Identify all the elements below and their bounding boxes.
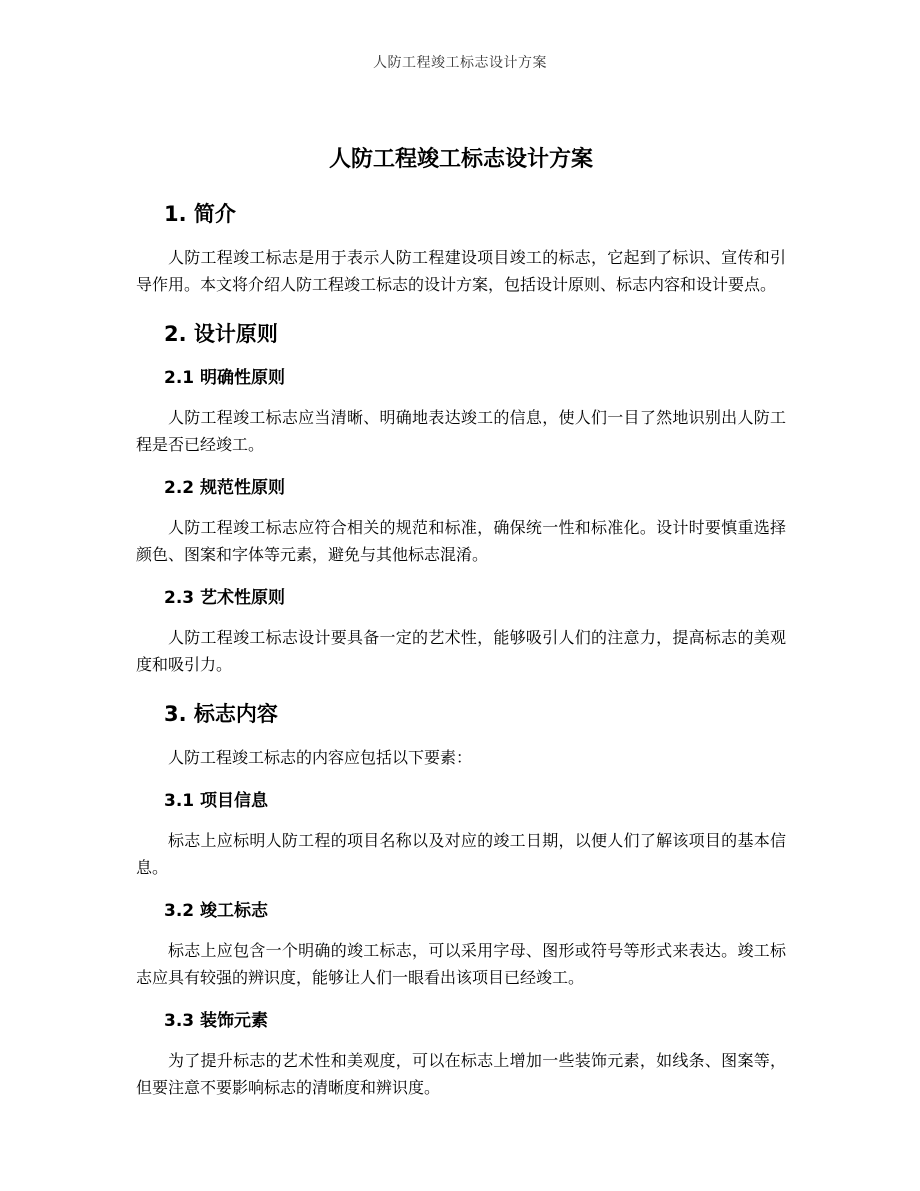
- subsection-paragraph-project-info: 标志上应标明人防工程的项目名称以及对应的竣工日期，以便人们了解该项目的基本信息。: [136, 831, 786, 877]
- subsection-heading-clarity: 2.1 明确性原则: [164, 368, 286, 388]
- section-paragraph-content: 人防工程竣工标志的内容应包括以下要素：: [168, 748, 473, 767]
- subsection-heading-artistic: 2.3 艺术性原则: [164, 588, 286, 608]
- running-header: 人防工程竣工标志设计方案: [373, 55, 547, 71]
- subsection-heading-decoration: 3.3 装饰元素: [164, 1011, 269, 1031]
- section-paragraph-intro: 人防工程竣工标志是用于表示人防工程建设项目竣工的标志，它起到了标识、宣传和引导作用。本文将介绍人防工程竣工标志的设计方案，包括设计原则、标志内容和设计要点。: [136, 248, 786, 294]
- subsection-paragraph-completion-mark: 标志上应包含一个明确的竣工标志，可以采用字母、图形或符号等形式来表达。竣工标志应具有较强的辨识度，能够让人们一眼看出该项目已经竣工。: [136, 941, 786, 987]
- subsection-paragraph-decoration: 为了提升标志的艺术性和美观度，可以在标志上增加一些装饰元素，如线条、图案等，但要注意不要影响标志的清晰度和辨识度。: [136, 1051, 786, 1097]
- subsection-heading-completion-mark: 3.2 竣工标志: [164, 901, 269, 921]
- subsection-heading-project-info: 3.1 项目信息: [164, 791, 269, 811]
- document-body: [136, 140, 786, 1117]
- section-heading-principles: 2. 设计原则: [164, 322, 278, 346]
- document-title: 人防工程竣工标志设计方案: [328, 147, 593, 172]
- subsection-paragraph-artistic: 人防工程竣工标志设计要具备一定的艺术性，能够吸引人们的注意力，提高标志的美观度和吸引力。: [136, 628, 786, 674]
- section-heading-content: 3. 标志内容: [164, 702, 278, 726]
- subsection-paragraph-clarity: 人防工程竣工标志应当清晰、明确地表达竣工的信息，使人们一目了然地识别出人防工程是否已经竣工。: [136, 408, 786, 454]
- section-heading-intro: 1. 简介: [164, 202, 236, 226]
- subsection-paragraph-standard: 人防工程竣工标志应符合相关的规范和标准，确保统一性和标准化。设计时要慎重选择颜色、图案和字体等元素，避免与其他标志混淆。: [136, 518, 786, 564]
- subsection-heading-standard: 2.2 规范性原则: [164, 478, 286, 498]
